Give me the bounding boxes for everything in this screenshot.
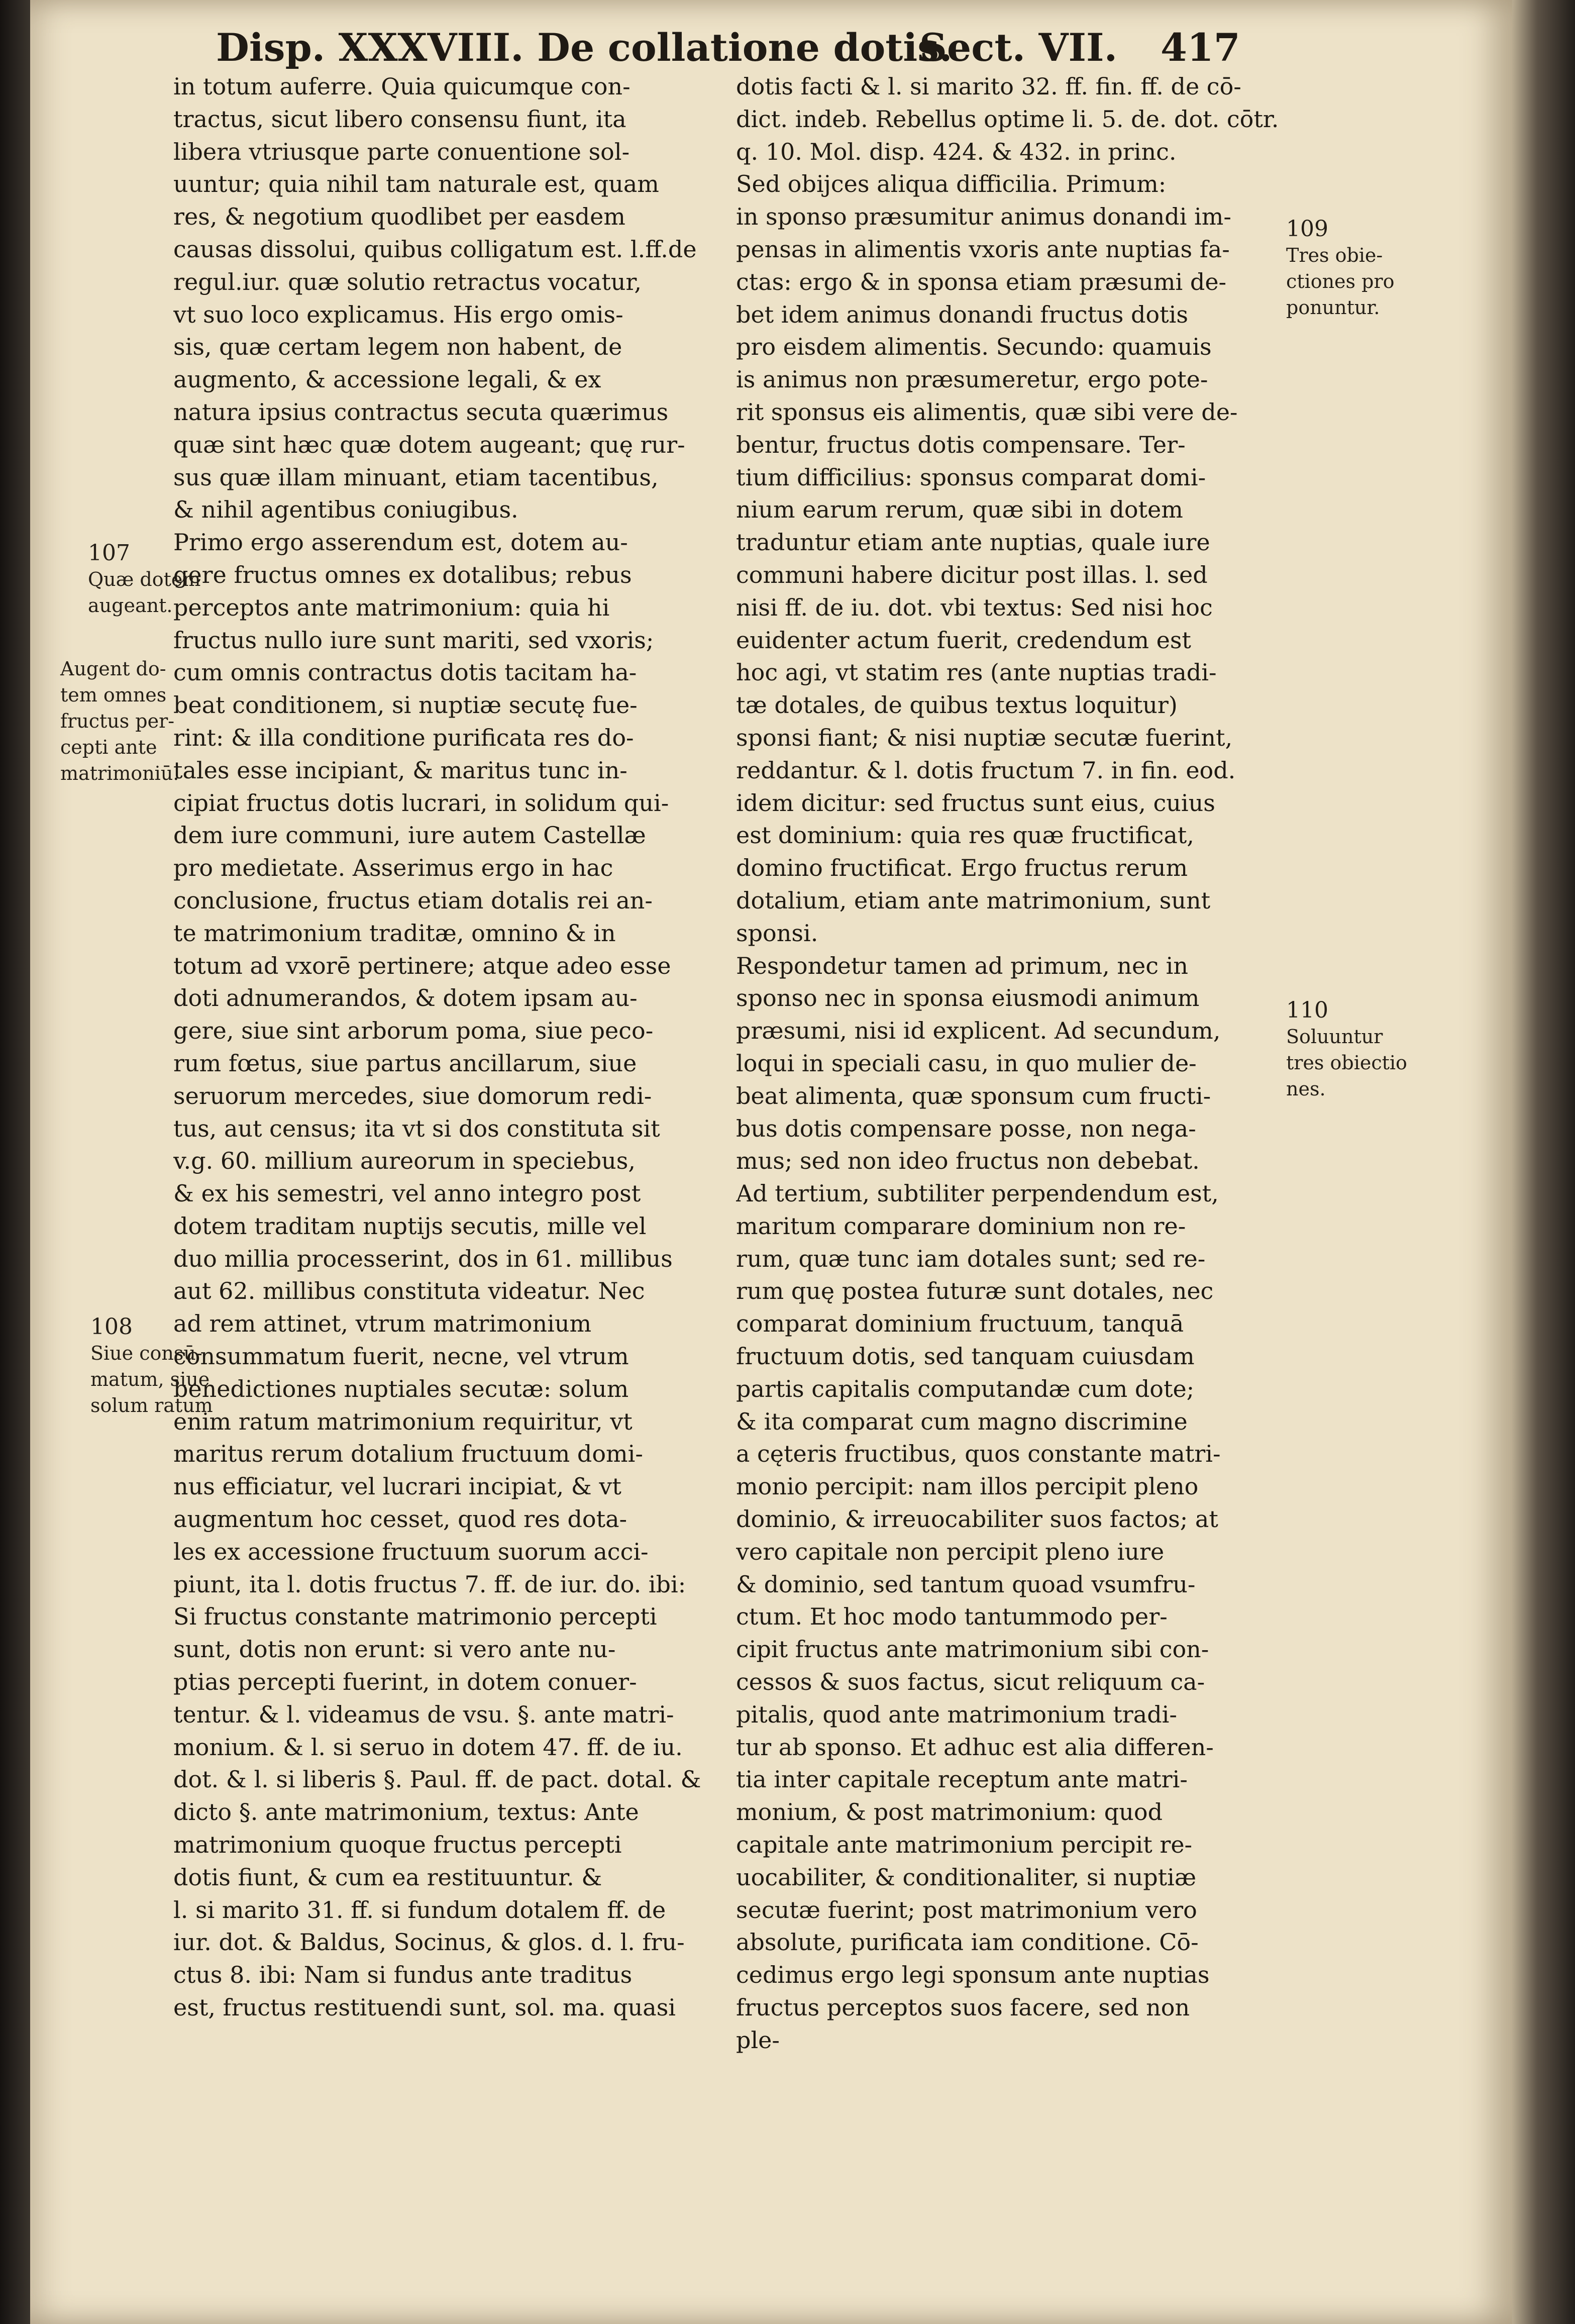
text-line: traduntur etiam ante nuptias, quale iure xyxy=(736,529,1210,556)
text-line: l. si marito 31. ff. si fundum dotalem ff. de xyxy=(173,1896,666,1924)
text-line: pitalis, quod ante matrimonium tradi- xyxy=(736,1700,1177,1728)
text-line: vt suo loco explicamus. His ergo omis- xyxy=(173,300,623,328)
page-number: 417 xyxy=(1161,25,1240,70)
margin-note-line: nes. xyxy=(1286,1078,1326,1100)
text-line: perceptos ante matrimonium: quia hi xyxy=(173,593,610,621)
text-line: causas dissolui, quibus colligatum est. l.ff.de xyxy=(173,235,697,263)
text-line: cum omnis contractus dotis tacitam ha- xyxy=(173,659,637,686)
margin-note-line: 110 xyxy=(1286,997,1328,1023)
text-line: gere fructus omnes ex dotalibus; rebus xyxy=(173,561,632,588)
text-line: dicto §. ante matrimonium, textus: Ante xyxy=(173,1798,639,1826)
text-line: dotis facti & l. si marito 32. ff. fin. ff. de cō- xyxy=(736,73,1241,100)
text-line: dot. & l. si liberis §. Paul. ff. de pact. dotal. & xyxy=(173,1766,701,1793)
text-line: dominio, & irreuocabiliter suos factos; at xyxy=(736,1505,1218,1533)
text-line: ptias percepti fuerint, in dotem conuer- xyxy=(173,1668,637,1696)
text-line: consummatum fuerit, necne, vel vtrum xyxy=(173,1343,629,1370)
text-line: beat conditionem, si nuptiæ secutę fue- xyxy=(173,691,638,719)
text-line: Sed obijces aliqua difficilia. Primum: xyxy=(736,170,1167,198)
text-line: dict. indeb. Rebellus optime li. 5. de. dot. cōtr. xyxy=(736,105,1279,133)
text-line: tia inter capitale receptum ante matri- xyxy=(736,1766,1188,1793)
text-line: dem iure communi, iure autem Castellæ xyxy=(173,822,646,849)
margin-note-line: augeant. xyxy=(88,594,173,617)
text-line: iur. dot. & Baldus, Socinus, & glos. d. l. fru- xyxy=(173,1929,685,1956)
text-line: comparat dominium fructuum, tanquā xyxy=(736,1310,1184,1338)
text-line: bentur, fructus dotis compensare. Ter- xyxy=(736,431,1186,458)
text-line: in sponso præsumitur animus donandi im- xyxy=(736,203,1231,231)
margin-note-line: fructus per- xyxy=(60,710,175,732)
text-line: ad rem attinet, vtrum matrimonium xyxy=(173,1310,592,1338)
text-line: dotis fiunt, & cum ea restituuntur. & xyxy=(173,1863,602,1891)
text-line: tus, aut census; ita vt si dos constituta sit xyxy=(173,1115,660,1142)
margin-note-line: ctiones pro xyxy=(1286,270,1395,292)
text-line: tentur. & l. videamus de vsu. §. ante matri- xyxy=(173,1700,674,1728)
margin-note-line: tres obiectio xyxy=(1286,1052,1407,1074)
text-line: est, fructus restituendi sunt, sol. ma. quasi xyxy=(173,1994,676,2022)
text-line: rum, quæ tunc iam dotales sunt; sed re- xyxy=(736,1245,1206,1272)
text-line: in totum auferre. Quia quicumque con- xyxy=(173,73,631,100)
margin-note-109 xyxy=(1286,216,1395,321)
text-line: pro eisdem alimentis. Secundo: quamuis xyxy=(736,333,1212,361)
text-line: mus; sed non ideo fructus non debebat. xyxy=(736,1147,1200,1175)
margin-note-108 xyxy=(90,1314,213,1419)
text-line: aut 62. millibus constituta videatur. Nec xyxy=(173,1277,645,1305)
text-line: piunt, ita l. dotis fructus 7. ff. de iur. do. ibi: xyxy=(173,1570,686,1598)
margin-note-line: cepti ante xyxy=(60,736,157,758)
margin-note-line: 108 xyxy=(90,1314,133,1340)
text-line: seruorum mercedes, siue domorum redi- xyxy=(173,1082,652,1109)
text-line: bet idem animus donandi fructus dotis xyxy=(736,300,1188,328)
margin-note-line: ponuntur. xyxy=(1286,296,1380,319)
text-line: monio percipit: nam illos percipit pleno xyxy=(736,1473,1199,1500)
text-line: vero capitale non percipit pleno iure xyxy=(736,1538,1165,1565)
text-column-right xyxy=(736,70,1279,2057)
margin-note-line: matum, siue xyxy=(90,1368,210,1390)
text-line: præsumi, nisi id explicent. Ad secundum, xyxy=(736,1017,1221,1045)
text-line: pro medietate. Asserimus ergo in hac xyxy=(173,854,613,882)
header-title: Disp. XXXVIII. De collatione dotis. xyxy=(216,25,953,70)
text-line: rum fœtus, siue partus ancillarum, siue xyxy=(173,1049,637,1077)
text-line: domino fructificat. Ergo fructus rerum xyxy=(736,854,1188,882)
text-line: cessos & suos factus, sicut reliquum ca- xyxy=(736,1668,1205,1696)
text-line: est dominium: quia res quæ fructificat, xyxy=(736,822,1194,849)
text-line: & nihil agentibus coniugibus. xyxy=(173,496,518,524)
text-line: sunt, dotis non erunt: si vero ante nu- xyxy=(173,1636,616,1663)
text-line: q. 10. Mol. disp. 424. & 432. in princ. xyxy=(736,138,1177,165)
header-section: Sect. VII. xyxy=(919,25,1118,70)
text-line: & ex his semestri, vel anno integro post xyxy=(173,1180,641,1207)
text-line: duo millia processerint, dos in 61. millibus xyxy=(173,1245,673,1272)
text-line: totum ad vxorē pertinere; atque adeo esse xyxy=(173,952,671,979)
text-line: tæ dotales, de quibus textus loquitur) xyxy=(736,691,1178,719)
page-edge-right xyxy=(1512,0,1575,2324)
margin-note-line: tem omnes xyxy=(60,684,167,706)
text-line: idem dicitur: sed fructus sunt eius, cuius xyxy=(736,789,1215,817)
text-line: sis, quæ certam legem non habent, de xyxy=(173,333,622,361)
text-line: secutæ fuerint; post matrimonium vero xyxy=(736,1896,1197,1924)
text-line: ple- xyxy=(736,2026,780,2054)
margin-note-line: Tres obie- xyxy=(1286,244,1383,266)
text-line: ctum. Et hoc modo tantummodo per- xyxy=(736,1603,1168,1631)
text-line: euidenter actum fuerit, credendum est xyxy=(736,626,1191,654)
text-line: doti adnumerandos, & dotem ipsam au- xyxy=(173,984,638,1012)
text-line: cipit fructus ante matrimonium sibi con- xyxy=(736,1636,1209,1663)
text-line: augmentum hoc cesset, quod res dota- xyxy=(173,1505,627,1533)
text-line: maritus rerum dotalium fructuum domi- xyxy=(173,1440,643,1468)
margin-note-110 xyxy=(1286,997,1407,1102)
text-line: tales esse incipiant, & maritus tunc in- xyxy=(173,756,627,784)
text-line: hoc agi, vt statim res (ante nuptias tradi- xyxy=(736,659,1217,686)
text-line: les ex accessione fructuum suorum acci- xyxy=(173,1538,649,1565)
text-line: sponsi. xyxy=(736,919,818,947)
text-line: tur ab sponso. Et adhuc est alia differen- xyxy=(736,1733,1214,1761)
text-line: te matrimonium traditæ, omnino & in xyxy=(173,919,616,947)
margin-note-line: Soluuntur xyxy=(1286,1026,1383,1048)
margin-note-107 xyxy=(88,540,200,619)
text-line: beat alimenta, quæ sponsum cum fructi- xyxy=(736,1082,1211,1109)
text-line: rit sponsus eis alimentis, quæ sibi vere de- xyxy=(736,398,1238,426)
margin-note-line: 109 xyxy=(1286,216,1328,242)
text-line: regul.iur. quæ solutio retractus vocatur, xyxy=(173,268,642,295)
text-line: matrimonium quoque fructus percepti xyxy=(173,1831,622,1859)
text-line: fructus perceptos suos facere, sed non xyxy=(736,1994,1190,2022)
text-line: cipiat fructus dotis lucrari, in solidum qui- xyxy=(173,789,669,817)
text-line: conclusione, fructus etiam dotalis rei an- xyxy=(173,886,653,914)
text-line: tractus, sicut libero consensu fiunt, ita xyxy=(173,105,626,133)
text-line: sus quæ illam minuant, etiam tacentibus, xyxy=(173,463,659,491)
text-line: pensas in alimentis vxoris ante nuptias fa- xyxy=(736,235,1230,263)
margin-note-line: Siue consū- xyxy=(90,1342,202,1364)
text-line: dotem traditam nuptijs secutis, mille vel xyxy=(173,1212,647,1240)
text-line: sponsi fiant; & nisi nuptiæ secutæ fuerint, xyxy=(736,724,1233,751)
book-gutter-left xyxy=(0,0,30,2324)
text-line: & dominio, sed tantum quoad vsumfru- xyxy=(736,1570,1196,1598)
margin-note-line: Quæ dotem xyxy=(88,568,201,590)
text-line: libera vtriusque parte conuentione sol- xyxy=(173,138,630,165)
text-line: fructuum dotis, sed tanquam cuiusdam xyxy=(736,1343,1195,1370)
text-line: monium. & l. si seruo in dotem 47. ff. de iu. xyxy=(173,1733,683,1761)
text-line: loqui in speciali casu, in quo mulier de- xyxy=(736,1049,1197,1077)
text-line: tium difficilius: sponsus comparat domi- xyxy=(736,463,1206,491)
text-line: nium earum rerum, quæ sibi in dotem xyxy=(736,496,1183,524)
text-line: Primo ergo asserendum est, dotem au- xyxy=(173,529,628,556)
text-line: bus dotis compensare posse, non nega- xyxy=(736,1115,1196,1142)
text-line: rint: & illa conditione purificata res do- xyxy=(173,724,634,751)
text-line: quæ sint hæc quæ dotem augeant; quę rur- xyxy=(173,431,685,458)
running-head xyxy=(216,25,1240,73)
text-line: Si fructus constante matrimonio percepti xyxy=(173,1603,657,1631)
text-line: gere, siue sint arborum poma, siue peco- xyxy=(173,1017,654,1045)
text-line: partis capitalis computandæ cum dote; xyxy=(736,1375,1195,1402)
text-line: cedimus ergo legi sponsum ante nuptias xyxy=(736,1961,1210,1989)
text-line: augmento, & accessione legali, & ex xyxy=(173,366,601,393)
text-line: is animus non præsumeretur, ergo pote- xyxy=(736,366,1208,393)
text-line: ctus 8. ibi: Nam si fundus ante traditus xyxy=(173,1961,633,1989)
text-line: nus efficiatur, vel lucrari incipiat, & vt xyxy=(173,1473,621,1500)
text-line: v.g. 60. millium aureorum in speciebus, xyxy=(173,1147,636,1175)
text-line: nisi ff. de iu. dot. vbi textus: Sed nisi hoc xyxy=(736,593,1213,621)
text-line: rum quę postea futuræ sunt dotales, nec xyxy=(736,1277,1214,1305)
text-line: reddantur. & l. dotis fructum 7. in fin. eod. xyxy=(736,756,1236,784)
text-line: capitale ante matrimonium percipit re- xyxy=(736,1831,1193,1859)
text-line: & ita comparat cum magno discrimine xyxy=(736,1407,1188,1435)
text-line: monium, & post matrimonium: quod xyxy=(736,1798,1163,1826)
text-line: communi habere dicitur post illas. l. sed xyxy=(736,561,1208,588)
text-line: dotalium, etiam ante matrimonium, sunt xyxy=(736,886,1211,914)
text-line: maritum comparare dominium non re- xyxy=(736,1212,1186,1240)
margin-note-line: Augent do- xyxy=(60,658,166,680)
text-line: a cęteris fructibus, quos constante matri- xyxy=(736,1440,1221,1468)
text-line: uuntur; quia nihil tam naturale est, quam xyxy=(173,170,659,198)
text-column-left xyxy=(173,70,718,2024)
text-line: uocabiliter, & conditionaliter, si nuptiæ xyxy=(736,1863,1197,1891)
text-line: absolute, purificata iam conditione. Cō- xyxy=(736,1929,1199,1956)
text-line: natura ipsius contractus secuta quærimus xyxy=(173,398,669,426)
text-line: Ad tertium, subtiliter perpendendum est, xyxy=(736,1180,1219,1207)
text-line: Respondetur tamen ad primum, nec in xyxy=(736,952,1188,979)
margin-note-line: 107 xyxy=(88,540,130,566)
text-line: fructus nullo iure sunt mariti, sed vxoris; xyxy=(173,626,654,654)
text-line: res, & negotium quodlibet per easdem xyxy=(173,203,625,231)
margin-note-line: matrimoniū. xyxy=(60,762,179,784)
margin-note-line: solum ratum xyxy=(90,1394,213,1417)
text-line: benedictiones nuptiales secutæ: solum xyxy=(173,1375,629,1402)
margin-note-107b xyxy=(60,656,179,786)
text-line: sponso nec in sponsa eiusmodi animum xyxy=(736,984,1200,1012)
text-line: ctas: ergo & in sponsa etiam præsumi de- xyxy=(736,268,1227,295)
text-line: enim ratum matrimonium requiritur, vt xyxy=(173,1407,633,1435)
